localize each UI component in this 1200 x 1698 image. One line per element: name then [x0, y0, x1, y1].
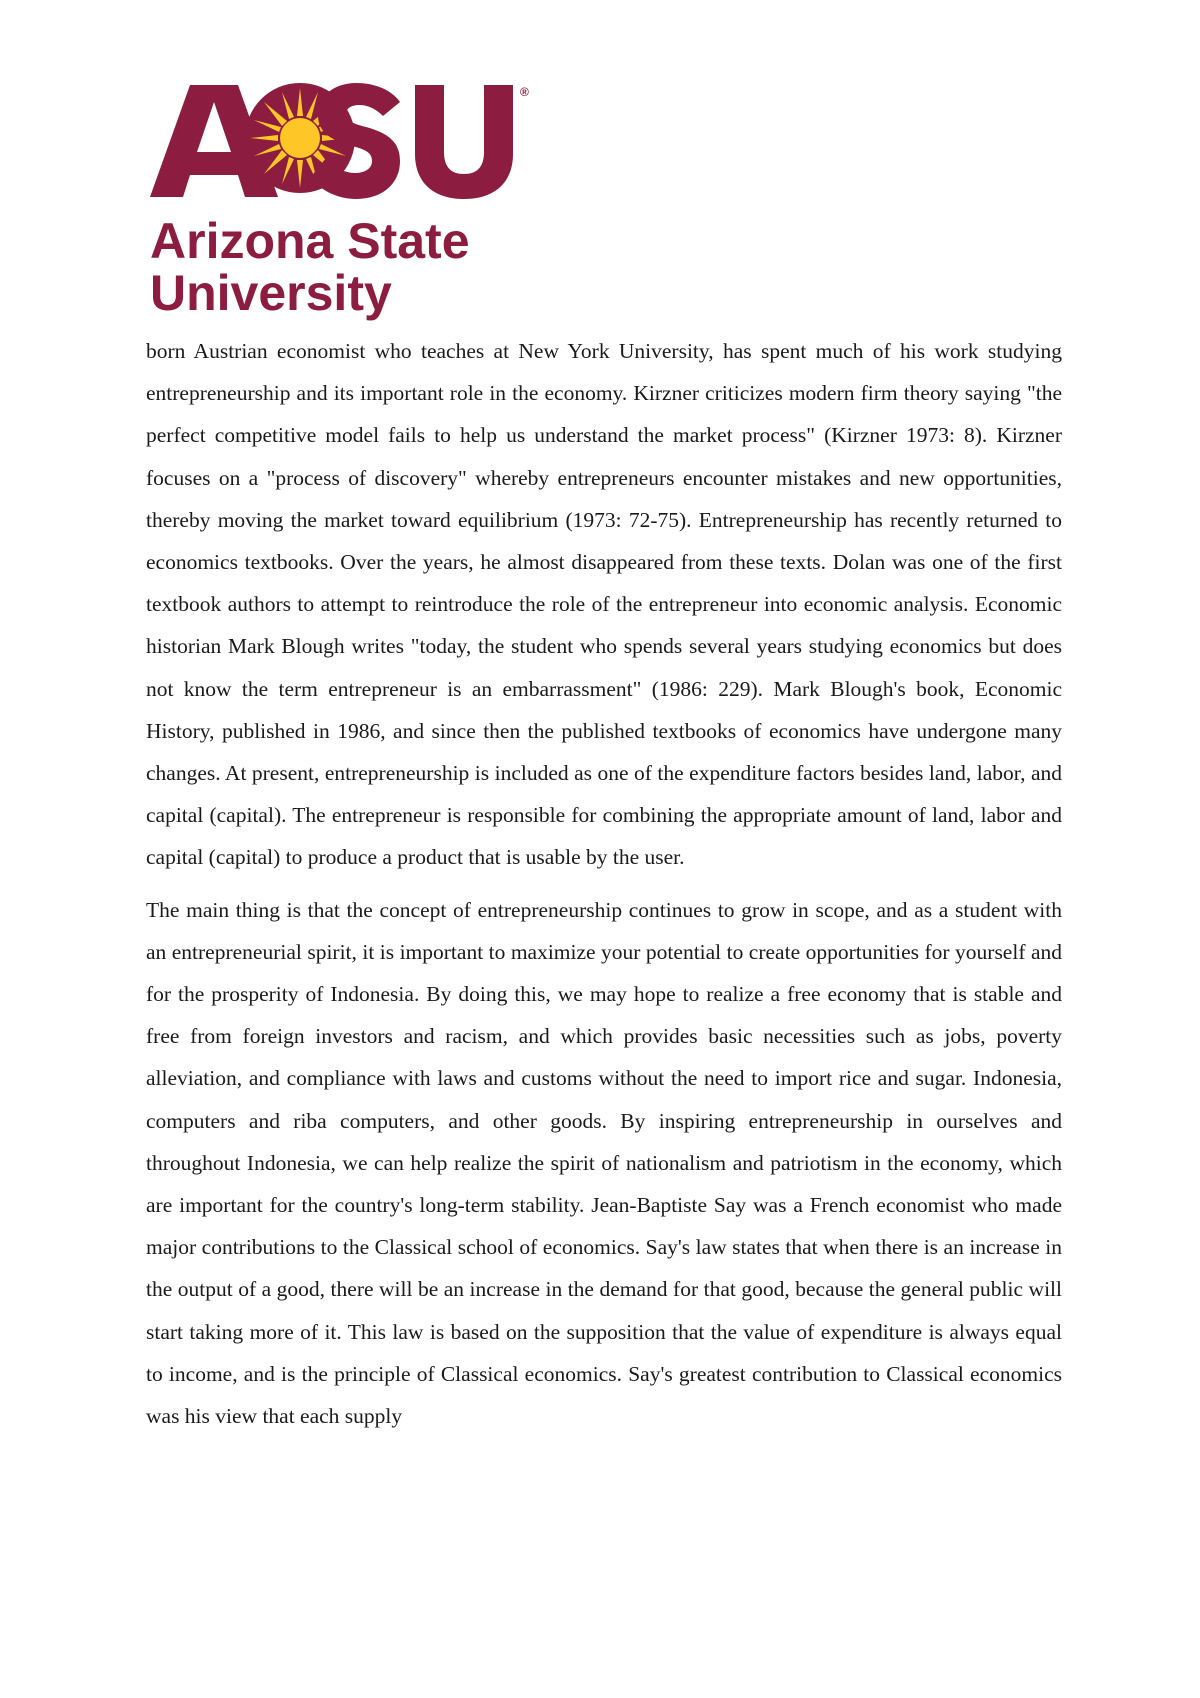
logo-name-line1: Arizona State — [150, 213, 470, 269]
document-body — [146, 330, 1062, 1437]
asu-logo-graphic — [150, 80, 600, 330]
paragraph-2: The main thing is that the concept of entrepreneurship continues to grow in scope, and as a student with an entrepreneurial spirit, it is important to maximize your potential to create opportunities for yourself and for the prosperity of Indonesia. By doing this, we may hope to realize a free economy that is stable and free from foreign investors and racism, and which provides basic necessities such as jobs, poverty alleviation, and compliance with laws and customs without the need to import rice and sugar. Indonesia, computers and riba computers, and other goods. By inspiring entrepreneurship in ourselves and throughout Indonesia, we can help realize the spirit of nationalism and patriotism in the economy, which are important for the country's long-term stability. Jean-Baptiste Say was a French economist who made major contributions to the Classical school of economics. Say's law states that when there is an increase in the output of a good, there will be an increase in the demand for that good, because the general public will start taking more of it. This law is based on the supposition that the value of expenditure is always equal to income, and is the principle of Classical economics. Say's greatest contribution to Classical economics was his view that each supply — [146, 897, 1062, 1429]
logo-letter-u — [415, 85, 513, 199]
paragraph-1: born Austrian economist who teaches at New York University, has spent much of his work studying entrepreneurship and its important role in the economy. Kirzner criticizes modern firm theory saying "the perfect competitive model fails to help us understand the market process" (Kirzner 1973: 8). Kirzner focuses on a "process of discovery" whereby entrepreneurs encounter mistakes and new opportunities, thereby moving the market toward equilibrium (1973: 72-75). Entrepreneurship has recently returned to economics textbooks. Over the years, he almost disappeared from these texts. Dolan was one of the first textbook authors to attempt to reintroduce the role of the entrepreneur into economic analysis. Economic historian Mark Blough writes "today, the student who spends several years studying economics but does not know the term entrepreneur is an embarrassment" (1986: 229). Mark Blough's book, Economic History, published in 1986, and since then the published textbooks of economics have undergone many changes. At present, entrepreneurship is included as one of the expenditure factors besides land, labor, and capital (capital). The entrepreneur is responsible for combining the appropriate amount of land, labor and capital (capital) to produce a product that is usable by the user. — [146, 339, 1062, 870]
logo-name-line2: University — [150, 265, 392, 321]
registered-mark: ® — [520, 85, 529, 99]
asu-logo — [150, 80, 600, 330]
